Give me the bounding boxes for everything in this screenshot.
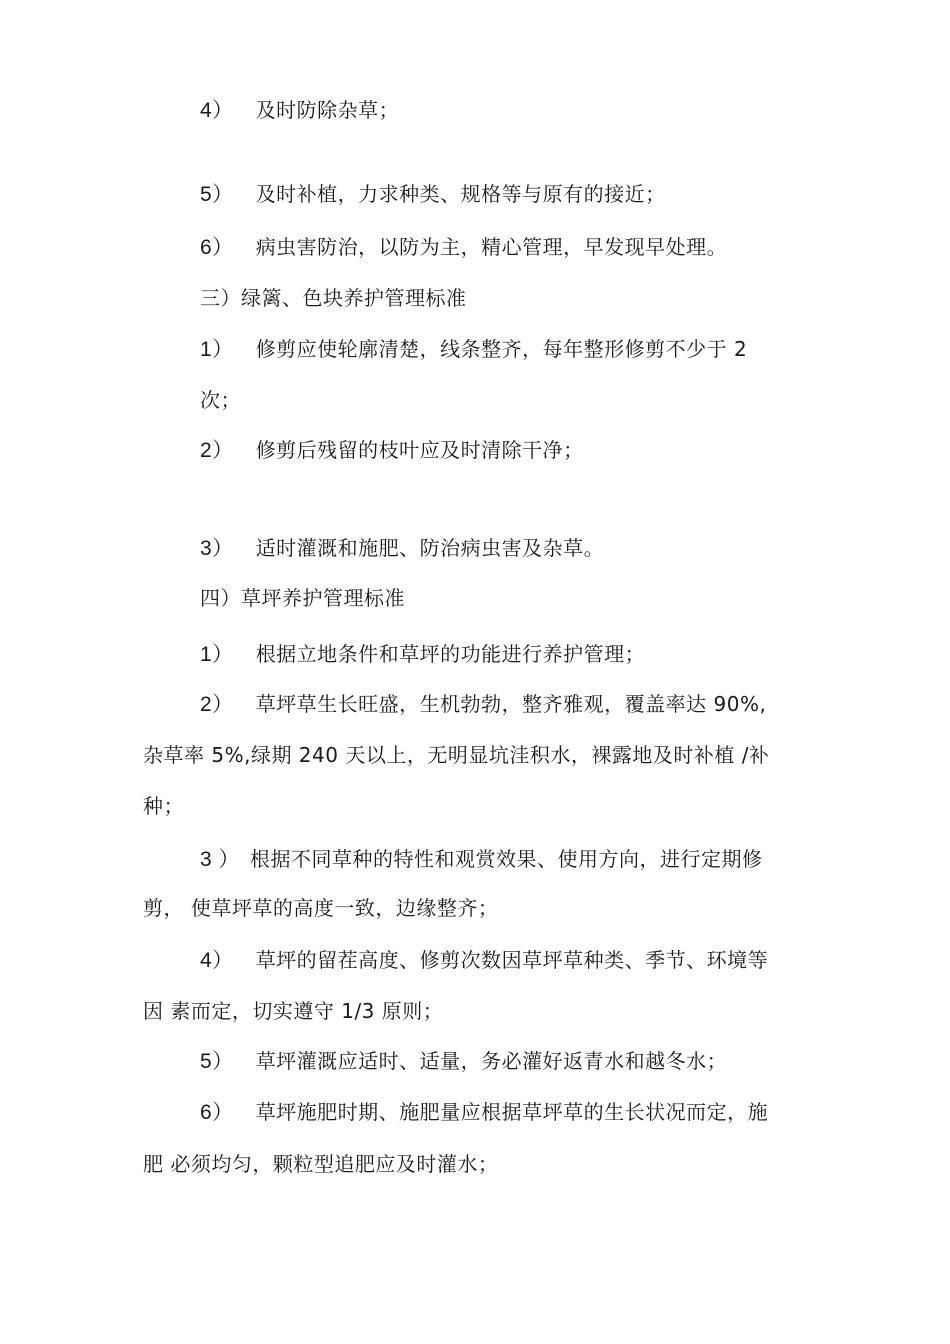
item-continuation: 因 素而定，切实遵守 1/3 原则；	[143, 999, 444, 1023]
list-item	[200, 1047, 727, 1076]
item-number: 4）	[200, 949, 234, 972]
list-item	[200, 845, 763, 874]
section-heading: 三）绿篱、色块养护管理标准	[200, 286, 467, 310]
item-continuation: 剪， 使草坪草的高度一致，边缘整齐；	[143, 896, 499, 920]
item-number: 4）	[200, 99, 234, 122]
item-text: 适时灌溉和施肥、防治病虫害及杂草。	[255, 536, 605, 560]
item-text: 根据立地条件和草坪的功能进行养护管理；	[255, 642, 646, 666]
item-text: 草坪灌溉应适时、适量，务必灌好返青水和越冬水；	[255, 1049, 728, 1073]
item-text: 修剪后残留的枝叶应及时清除干净；	[255, 438, 584, 462]
item-number: 1）	[200, 338, 234, 361]
item-text: 病虫害防治，以防为主，精心管理，早发现早处理。	[255, 235, 728, 259]
item-number: 1）	[200, 643, 234, 666]
list-item	[200, 180, 666, 209]
item-text: 根据不同草种的特性和观赏效果、使用方向，进行定期修	[250, 847, 763, 871]
item-text: 草坪草生长旺盛，生机勃勃，整齐雅观，覆盖率达 90%,	[255, 692, 767, 716]
item-continuation: 杂草率 5%,绿期 240 天以上，无明显坑洼积水，裸露地及时补植 /补	[143, 743, 770, 767]
item-number: 3）	[200, 537, 234, 560]
item-number: 3 ）	[200, 848, 241, 871]
item-text: 修剪应使轮廓清楚，线条整齐，每年整形修剪不少于 2	[255, 337, 748, 361]
item-text: 及时补植，力求种类、规格等与原有的接近；	[255, 182, 666, 206]
item-continuation: 次；	[200, 388, 241, 412]
item-text: 草坪施肥时期、施肥量应根据草坪草的生长状况而定，施	[255, 1100, 769, 1124]
item-continuation: 肥 必须均匀，颗粒型追肥应及时灌水；	[143, 1152, 499, 1176]
item-number: 2）	[200, 693, 234, 716]
list-item	[200, 233, 727, 262]
item-number: 5）	[200, 183, 234, 206]
item-continuation: 种；	[143, 794, 184, 818]
item-number: 5）	[200, 1050, 234, 1073]
item-number: 6）	[200, 236, 234, 259]
list-item	[200, 640, 645, 669]
item-text: 草坪的留茬高度、修剪次数因草坪草种类、季节、环境等	[255, 948, 769, 972]
item-number: 6）	[200, 1101, 234, 1124]
list-item	[200, 946, 768, 975]
list-item	[200, 436, 584, 465]
item-number: 2）	[200, 439, 234, 462]
section-heading: 四）草坪养护管理标准	[200, 586, 405, 610]
list-item	[200, 1098, 768, 1127]
list-item	[200, 534, 604, 563]
list-item	[200, 96, 399, 125]
list-item	[200, 335, 747, 364]
list-item	[200, 690, 766, 719]
item-text: 及时防除杂草；	[255, 98, 400, 122]
